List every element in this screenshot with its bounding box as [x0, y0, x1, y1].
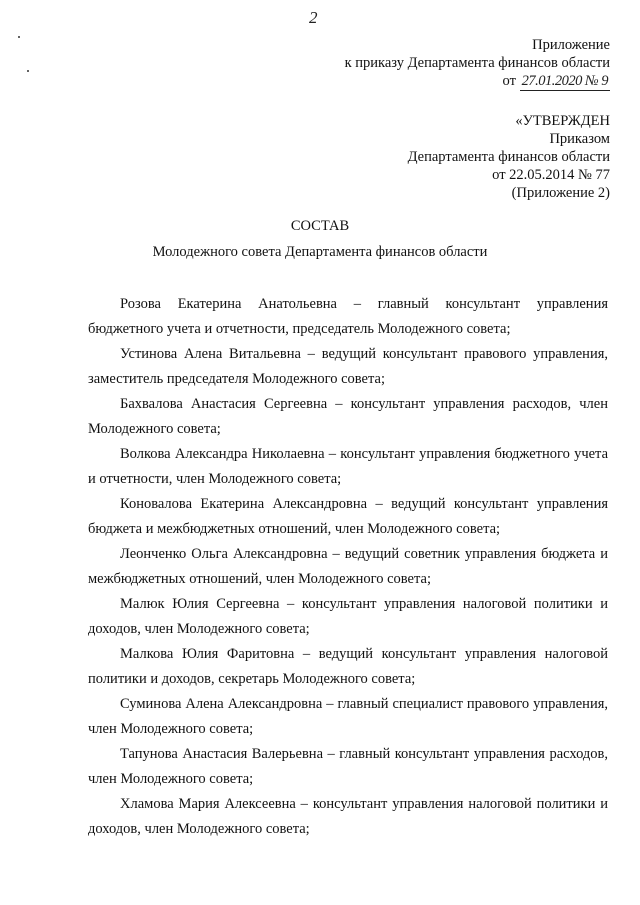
scan-speck — [27, 70, 29, 72]
approval-line: (Приложение 2) — [511, 185, 610, 201]
approval-line: «УТВЕРЖДЕН — [515, 113, 610, 129]
member-entry: Тапунова Анастасия Валерьевна – главный консультант управления расходов, член Молодежного совета; — [88, 746, 608, 787]
approval-line: от 22.05.2014 № 77 — [492, 167, 610, 183]
member-entry: Коновалова Екатерина Александровна – ведущий консультант управления бюджета и межбюджетных отношений, член Молодежного совета; — [88, 496, 608, 537]
appendix-line: к приказу Департамента финансов области — [344, 55, 610, 71]
approval-line: Приказом — [549, 131, 610, 147]
appendix-date — [345, 72, 610, 91]
member-entry: Малюк Юлия Сергеевна – консультант управления налоговой политики и доходов, член Молодежного совета; — [88, 596, 608, 637]
member-entry: Розова Екатерина Анатольевна – главный консультант управления бюджетного учета и отчетности, председатель Молодежного совета; — [88, 296, 608, 337]
handwritten-date: 27.01.2020 № 9 — [521, 73, 608, 89]
page-number: 2 — [309, 8, 318, 27]
member-entry: Суминова Алена Александровна – главный специалист правового управления, член Молодежного совета; — [88, 696, 608, 737]
member-entry: Устинова Алена Витальевна – ведущий консультант правового управления, заместитель председателя Молодежного совета; — [88, 346, 608, 387]
approval-line: Департамента финансов области — [407, 149, 610, 165]
appendix-block — [345, 36, 610, 91]
member-entry: Хламова Мария Алексеевна – консультант управления налоговой политики и доходов, член Молодежного совета; — [88, 796, 608, 837]
appendix-date-prefix: от — [502, 73, 516, 89]
member-entry: Волкова Александра Николаевна – консультант управления бюджетного учета и отчетности, член Молодежного совета; — [88, 446, 608, 487]
member-entry: Леонченко Ольга Александровна – ведущий советник управления бюджета и межбюджетных отношений, член Молодежного совета; — [88, 546, 608, 587]
document-subtitle: Молодежного совета Департамента финансов области — [152, 244, 488, 260]
member-entry: Малкова Юлия Фаритовна – ведущий консультант управления налоговой политики и доходов, секретарь Молодежного совета; — [88, 646, 608, 687]
member-entry: Бахвалова Анастасия Сергеевна – консультант управления расходов, член Молодежного совета; — [88, 396, 608, 437]
member-list — [88, 292, 608, 842]
appendix-line: Приложение — [532, 37, 610, 53]
scan-speck — [18, 36, 20, 38]
document-title: СОСТАВ — [290, 218, 350, 234]
approval-block — [408, 112, 610, 202]
